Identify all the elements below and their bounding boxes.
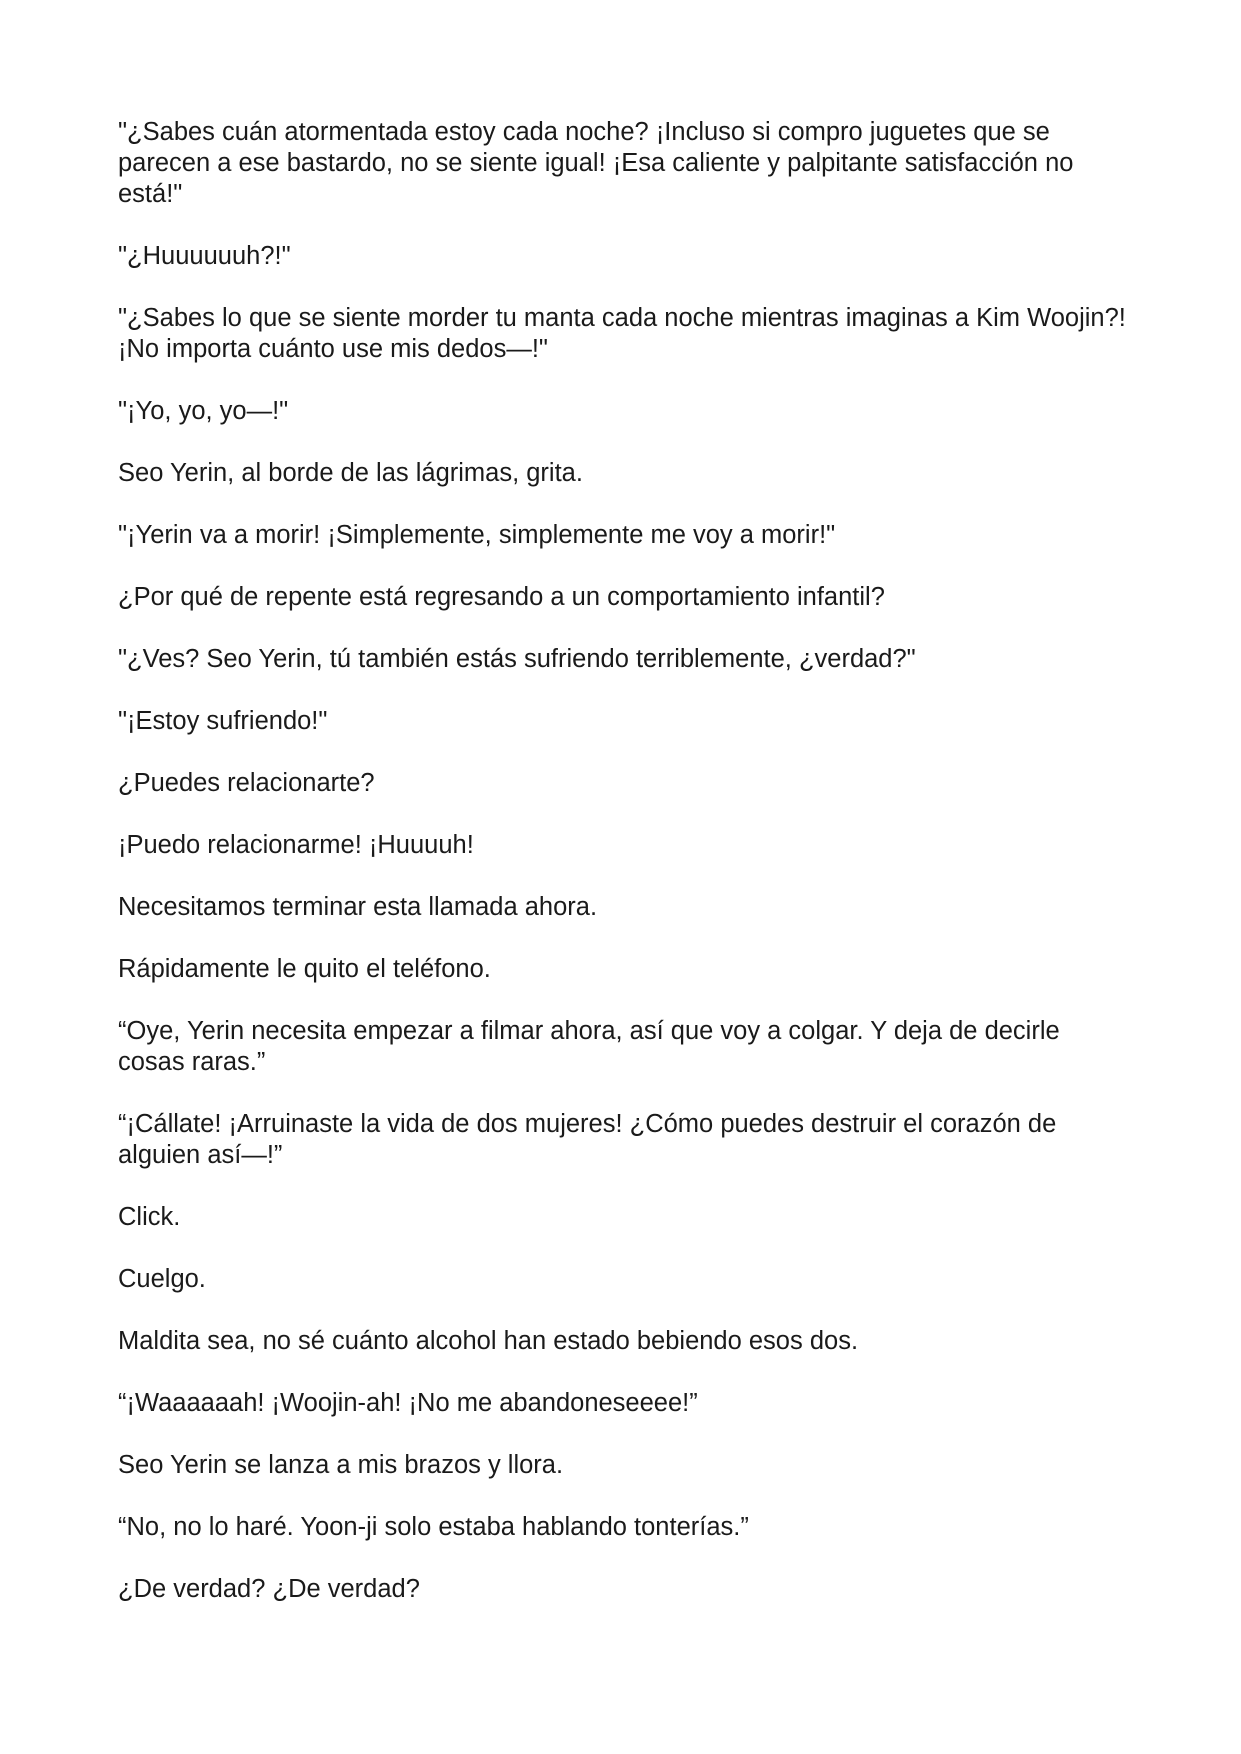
paragraph: Necesitamos terminar esta llamada ahora.	[118, 893, 598, 921]
paragraph: "¿Ves? Seo Yerin, tú también estás sufriendo terriblemente, ¿verdad?"	[118, 645, 916, 673]
paragraph: “Oye, Yerin necesita empezar a filmar ahora, así que voy a colgar. Y deja de decirle cosas raras.”	[118, 1017, 1060, 1076]
paragraph: Maldita sea, no sé cuánto alcohol han estado bebiendo esos dos.	[118, 1327, 859, 1355]
paragraph: ¿Por qué de repente está regresando a un comportamiento infantil?	[118, 583, 885, 611]
paragraph: Click.	[118, 1203, 181, 1231]
paragraph: ¡Puedo relacionarme! ¡Huuuuh!	[118, 831, 474, 859]
paragraph: “¡Cállate! ¡Arruinaste la vida de dos mujeres! ¿Cómo puedes destruir el corazón de alguien así—!”	[118, 1110, 1057, 1169]
paragraph: "¡Yerin va a morir! ¡Simplemente, simplemente me voy a morir!"	[118, 521, 836, 549]
paragraph: Seo Yerin, al borde de las lágrimas, grita.	[118, 459, 583, 487]
paragraph: ¿Puedes relacionarte?	[118, 769, 375, 797]
paragraph: "¡Yo, yo, yo—!"	[118, 397, 289, 425]
paragraph: "¿Sabes lo que se siente morder tu manta cada noche mientras imaginas a Kim Woojin?! ¡No importa cuánto use mis dedos—!"	[118, 304, 1126, 363]
paragraph: "¿Sabes cuán atormentada estoy cada noche? ¡Incluso si compro juguetes que se parecen a ese bastardo, no se siente igual! ¡Esa caliente y palpitante satisfacción no está!"	[118, 118, 1074, 208]
paragraph: ¿De verdad? ¿De verdad?	[118, 1575, 420, 1603]
document-body	[118, 117, 1128, 1636]
paragraph: “No, no lo haré. Yoon-ji solo estaba hablando tonterías.”	[118, 1513, 749, 1541]
paragraph: "¿Huuuuuuh?!"	[118, 242, 291, 270]
paragraph: Seo Yerin se lanza a mis brazos y llora.	[118, 1451, 564, 1479]
paragraph: "¡Estoy sufriendo!"	[118, 707, 328, 735]
paragraph: Rápidamente le quito el teléfono.	[118, 955, 491, 983]
paragraph: Cuelgo.	[118, 1265, 206, 1293]
paragraph: “¡Waaaaaah! ¡Woojin-ah! ¡No me abandoneseeee!”	[118, 1389, 698, 1417]
